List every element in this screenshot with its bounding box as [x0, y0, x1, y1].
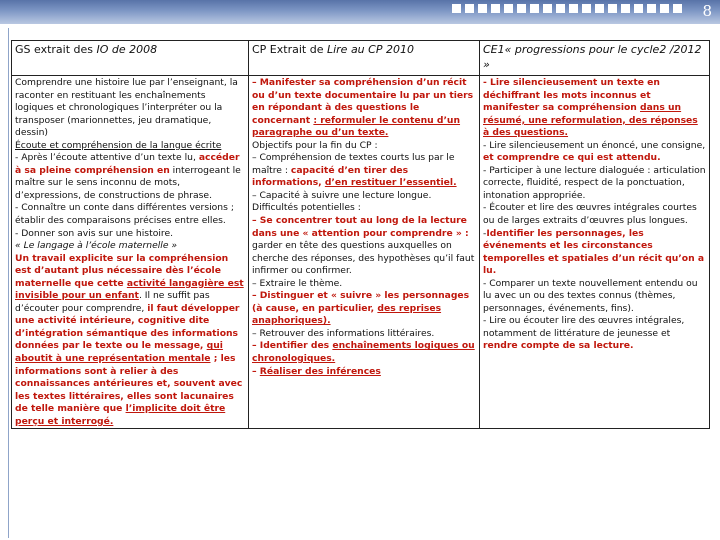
cp-highlight-underlined: : reformuler le contenu d’un paragraphe ou d’un texte.	[252, 114, 461, 139]
ce1-highlight-underlined: dans un résumé, une reformulation, des réponses à des questions.	[483, 102, 698, 139]
cp-highlight: – Se concentrer tout au long de la lecture dans une « attention pour comprendre » :	[252, 215, 469, 239]
cp-highlight: – Distinguer et « suivre » les personnages (à cause, en particulier,	[252, 290, 470, 314]
ce1-text: - Lire ou écouter lire des œuvres intégrales, notamment de littérature de jeunesse et	[483, 315, 685, 339]
cp-highlight-underlined: enchaînements logiques ou chronologiques.	[252, 340, 475, 365]
cp-highlight: capacité d’en tirer des informations,	[252, 164, 409, 189]
ce1-highlight: - Lire silencieusement un texte en déchiffrant les mots inconnus et manifester sa compréhension	[483, 77, 660, 114]
gs-text: - Après l’écoute attentive d’un texte lu,	[15, 152, 199, 164]
comparison-table	[11, 40, 710, 429]
cp-highlight: – Identifier des	[252, 340, 333, 352]
ce1-highlight: Identifier les personnages, les événements et les circonstances temporelles et spatiales d’un récit qu’on a lu.	[483, 227, 705, 277]
cp-paragraph: Difficultés potentielles :	[252, 202, 361, 214]
cp-highlight: –	[252, 365, 260, 377]
cp-paragraph	[252, 340, 476, 365]
cp-paragraph	[252, 77, 476, 140]
gs-text: interrogeant le maître sur le sens inconnu de mots, d’expressions, de constructions de phrase.	[15, 164, 241, 201]
decor-square	[543, 4, 552, 13]
cp-paragraph: Objectifs pour la fin du CP :	[252, 139, 378, 151]
cp-highlight: – Manifester sa compréhension d’un récit ou d’un texte documentaire lu par un tiers en répondant à des questions le concernant	[252, 77, 474, 126]
decor-square	[556, 4, 565, 13]
cp-highlight-underlined: d’en restituer l’essentiel.	[324, 177, 457, 189]
gs-paragraph	[15, 253, 245, 429]
cp-text: garder en tête des questions auxquelles on cherche des réponses, des hypothèses qu’il faut infirmer ou confirmer.	[252, 240, 475, 277]
decor-square	[530, 4, 539, 13]
ce1-paragraph	[483, 140, 706, 165]
title-bar	[0, 0, 720, 24]
decor-square	[608, 4, 617, 13]
content-row	[12, 76, 710, 429]
cp-paragraph	[252, 152, 476, 190]
gs-paragraph: Comprendre une histoire lue par l’enseignant, la raconter en restituant les enchaînements logiques et chronologiques l’interpréter ou la transposer (marionnettes, jeu dramatique, dessin)	[15, 77, 238, 139]
header-row	[12, 41, 710, 76]
ce1-text: - Lire silencieusement un énoncé, une consigne,	[483, 139, 706, 151]
cp-text: – Compréhension de textes courts lus par le maître :	[252, 152, 455, 176]
gs-highlight-underlined: activité langagière est invisible pour un enfant	[15, 277, 244, 302]
ce1-highlight: et comprendre ce qui est attendu.	[483, 152, 661, 164]
ce1-text: -	[483, 227, 487, 239]
gs-cell	[12, 76, 249, 429]
decor-square	[673, 4, 682, 13]
ce1-paragraph	[483, 315, 706, 353]
cp-paragraph: – Extraire le thème.	[252, 277, 343, 289]
cp-paragraph	[252, 366, 476, 379]
gs-paragraph: - Donner son avis sur une histoire.	[15, 227, 174, 239]
decor-square	[465, 4, 474, 13]
decor-square	[647, 4, 656, 13]
gs-subheading: Écoute et compréhension de la langue écrite	[15, 139, 222, 151]
ce1-paragraph	[483, 228, 706, 278]
gs-highlight-underlined: l’implicite doit être perçu et interrogé.	[15, 403, 226, 427]
left-rule	[8, 28, 9, 538]
gs-quote-title: « Le langage à l’école maternelle »	[15, 240, 178, 252]
ce1-paragraph: - Comparer un texte nouvellement entendu ou lu avec un ou des textes connus (thèmes, personnages, événements, fins).	[483, 277, 698, 314]
ce1-paragraph	[483, 77, 706, 140]
ce1-paragraph: - Écouter et lire des œuvres intégrales courtes ou de larges extraits d’œuvres plus longues.	[483, 202, 697, 227]
gs-highlight: Un travail explicite sur la compréhension est d’autant plus nécessaire dès l’école maternelle que cette	[15, 252, 229, 289]
cp-highlight-underlined: des reprises anaphoriques).	[252, 302, 442, 327]
cp-cell	[249, 76, 480, 429]
cp-highlight-underlined: Réaliser des inférences	[259, 365, 381, 377]
header-gs-italic: IO de 2008	[96, 43, 158, 56]
decor-square	[634, 4, 643, 13]
page-number: 8	[702, 2, 712, 20]
decor-square	[660, 4, 669, 13]
decor-square	[621, 4, 630, 13]
decor-square	[504, 4, 513, 13]
ce1-highlight: rendre compte de sa lecture.	[483, 340, 634, 352]
cp-paragraph: – Retrouver des informations littéraires.	[252, 327, 435, 339]
decor-square	[582, 4, 591, 13]
gs-text: . Il ne suffit pas d’écouter pour comprendre,	[15, 290, 210, 314]
ce1-paragraph: - Participer à une lecture dialoguée : articulation correcte, fluidité, respect de la ponctuation, intonation appropriée.	[483, 164, 706, 201]
header-ce1: CE1« progressions pour le cycle2 /2012 »	[480, 41, 710, 76]
gs-paragraph: - Connaître un conte dans différentes versions ; établir des comparaisons précises entre elles.	[15, 202, 234, 227]
ce1-cell	[480, 76, 710, 429]
gs-paragraph	[15, 152, 245, 202]
gs-highlight: accéder à sa pleine compréhension en	[15, 152, 240, 176]
gs-highlight-underlined: qui aboutit à une représentation mentale	[15, 340, 223, 365]
gs-highlight: ; les informations sont à relier à des connaissances antérieures et, souvent avec les textes littéraires, elles sont lacunaires de telle manière que	[15, 353, 243, 415]
gs-highlight: il faut développer une activité intérieure, cognitive dite d’intégration sémantique des informations données par le texte ou le message,	[15, 302, 240, 352]
decor-square	[478, 4, 487, 13]
decor-square	[491, 4, 500, 13]
cp-paragraph	[252, 290, 476, 328]
decor-square	[569, 4, 578, 13]
decor-square	[517, 4, 526, 13]
decor-square	[452, 4, 461, 13]
cp-paragraph: – Capacité à suivre une lecture longue.	[252, 189, 432, 201]
header-gs-prefix: GS extrait des	[15, 43, 97, 56]
decor-square	[595, 4, 604, 13]
header-cp-prefix: CP Extrait de	[252, 43, 327, 56]
cp-paragraph	[252, 215, 476, 278]
header-cp-italic: Lire au CP 2010	[326, 43, 414, 56]
header-gs	[12, 41, 249, 76]
header-cp	[249, 41, 480, 76]
